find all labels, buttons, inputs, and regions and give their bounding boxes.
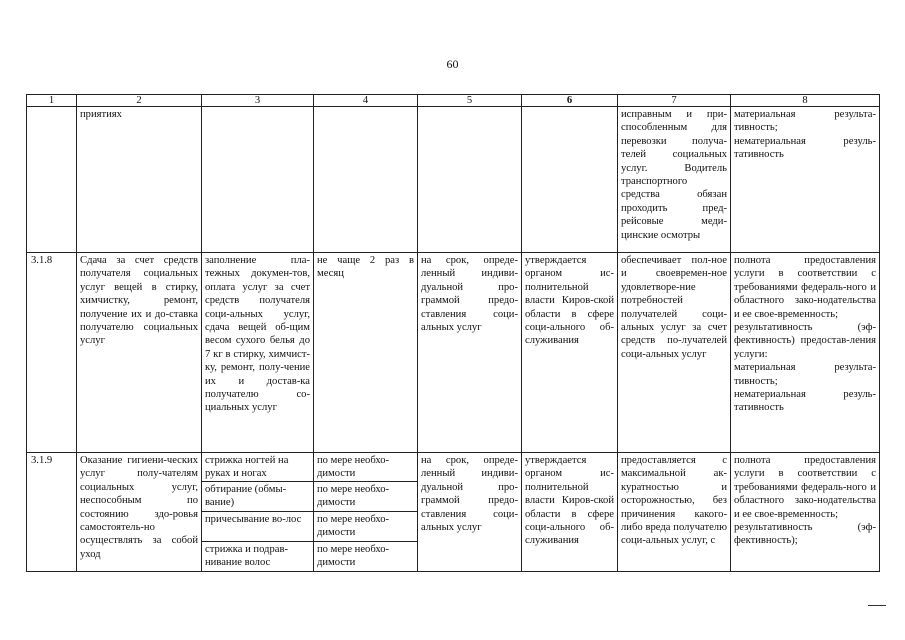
sub-service-frequency: по мере необхо-димости [314,482,417,512]
evaluation-line: материальная результа-тивность; [734,109,876,134]
service-term [418,107,522,253]
row-index: 3.1.9 [27,453,77,572]
evaluation-line: результативность (эф-фективность) предостав-ления услуги: [734,322,876,360]
evaluation-line: нематериальная резуль-тативность [734,135,876,161]
service-evaluation-conditions [731,453,880,572]
row-index: 3.1.8 [27,253,77,453]
header-cell-2: 2 [77,95,202,107]
header-row [27,95,880,107]
row-index [27,107,77,253]
sub-service-frequency: по мере необхо-димости [314,512,417,542]
evaluation-line: результативность (эф-фективность); [734,522,876,547]
service-evaluation-conditions [731,107,880,253]
service-name: Оказание гигиени-ческих услуг полу-чателям социальных услуг, неспособным по состоянию здо-ровья самостоятель-но осуществлять за собой уход [77,453,202,572]
evaluation-line: полнота предоставления услуги в соответствии с требованиями федераль-ного и областного зако-нодательства и ее свое-временность; [734,455,876,520]
service-frequency [314,107,418,253]
header-cell-6: 6 [522,95,618,107]
sub-service-name: стрижка ногтей на руках и ногах [202,453,313,482]
table-row-3-1-9 [27,453,880,572]
page-number: 60 [446,57,459,71]
header-cell-8: 8 [731,95,880,107]
sub-service-frequency: по мере необхо-димости [317,544,390,569]
service-description [202,453,314,572]
service-description [202,107,314,253]
service-term: на срок, опреде-ленный индиви-дуальной про-граммой предо-ставления соци-альных услуг [418,253,522,453]
service-quality-indicators: исправным и при-способленным для перевозки получа-телей социальных услуг. Водитель транспортного средства обязан проходить пред-рейсовые меди-цинские осмотры [618,107,731,253]
sub-service-name: обтирание (обмы-вание) [202,482,313,512]
service-term: на срок, опреде-ленный индиви-дуальной про-граммой предо-ставления соци-альных услуг [418,453,522,572]
header-cell-7: 7 [618,95,731,107]
service-description: заполнение пла-тежных докумен-тов, оплата услуг за счет средств получателя соци-альных услуг, сдача вещей об-щим весом сухого белья до 7 кг в стирку, химчист-ку, ремонт, полу-чение их и достав-ка получателю со-циальных услуг [202,253,314,453]
service-name: Сдача за счет средств получателя социальных услуг вещей в стирку, химчистку, ремонт, получение их и до-ставка получателю социальных услуг [77,253,202,453]
service-quality-indicators: предоставляется с максимальной ак-куратностью и осторожностью, без причинения какого-либо вреда получателю соци-альных услуг, с [618,453,731,572]
evaluation-line: полнота предоставления услуги в соответствии с требованиями федераль-ного и областного зако-нодательства и ее свое-временность; [734,255,876,320]
sub-service-name: причесывание во-лос [202,512,313,542]
service-frequency [314,453,418,572]
evaluation-line: нематериальная резуль-тативность [734,389,876,414]
header-cell-1: 1 [27,95,77,107]
service-frequency: не чаще 2 раз в месяц [314,253,418,453]
service-cost-standard: утверждается органом ис-полнительной власти Киров-ской области в сфере соци-ального об-служивания [522,453,618,572]
services-table [26,94,880,572]
table-row-3-1-8 [27,253,880,453]
table-row-continuation [27,107,880,253]
service-quality-indicators: обеспечивает пол-ное и своевремен-ное удовлетворе-ние потребностей получателей соци-альных услуг за счет средств по-лучателей соци-альных услуг [618,253,731,453]
service-name: приятиях [77,107,202,253]
header-cell-3: 3 [202,95,314,107]
service-cost-standard [522,107,618,253]
service-cost-standard: утверждается органом ис-полнительной власти Киров-ской области в сфере соци-ального об-служивания [522,253,618,453]
sub-service-name: стрижка и подрав-нивание волос [205,544,288,569]
header-cell-5: 5 [418,95,522,107]
header-cell-4: 4 [314,95,418,107]
scan-edge-mark [868,605,886,606]
service-evaluation-conditions [731,253,880,453]
sub-service-frequency: по мере необхо-димости [314,453,417,482]
evaluation-line: материальная результа-тивность; [734,362,876,387]
